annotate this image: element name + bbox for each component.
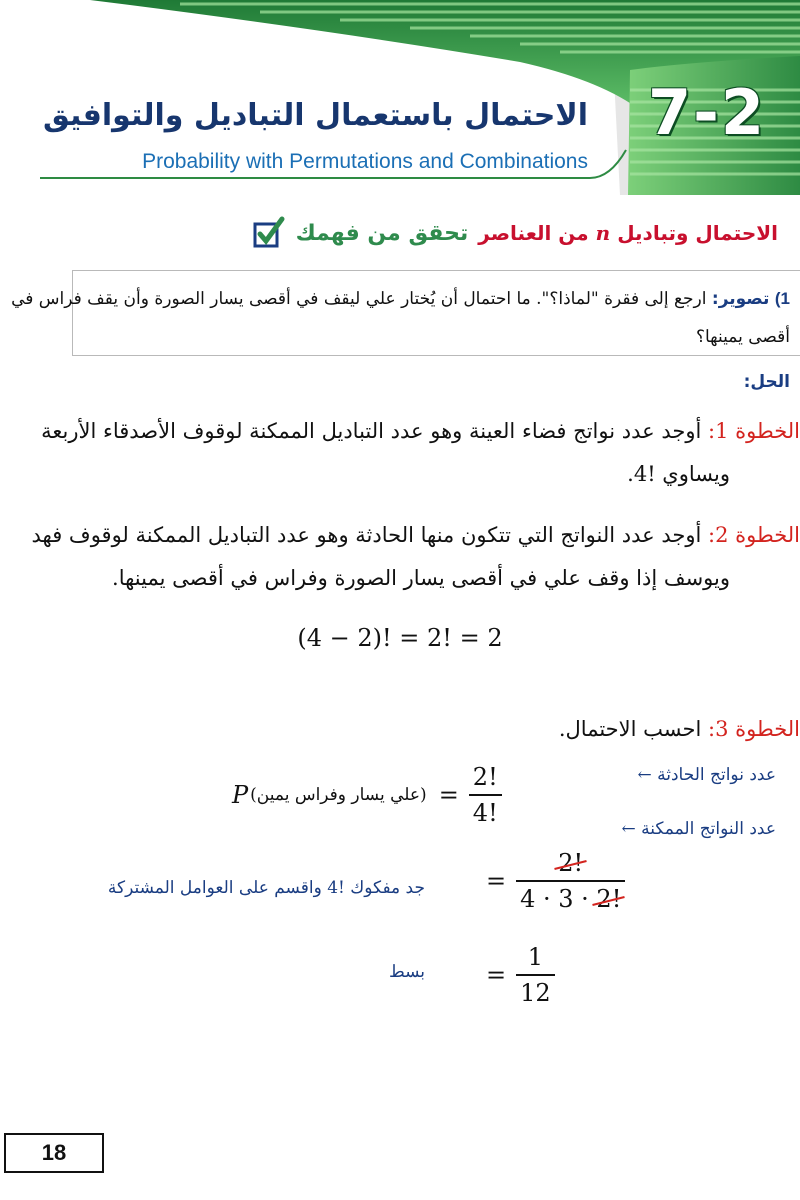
step-3-label: الخطوة 3:: [708, 717, 800, 741]
cancelled-numerator: 2!: [558, 849, 584, 877]
fraction-numerator: 1: [527, 943, 544, 971]
probability-equation: [232, 760, 502, 830]
fraction-numerator: [554, 846, 587, 880]
question-label: تصوير:: [711, 289, 770, 309]
expansion-equation: [476, 846, 625, 916]
lesson-banner: [0, 0, 800, 195]
step-2-label: الخطوة 2:: [708, 523, 800, 547]
step-3-text: احسب الاحتمال.: [558, 717, 702, 741]
lesson-title-english: Probability with Permutations and Combinations: [142, 150, 588, 173]
denominator-factors: 4 · 3 ·: [520, 885, 597, 913]
equals-sign: =: [438, 781, 459, 809]
question-text-block: [10, 280, 790, 356]
step-2-equation: (4 − 2)! = 2! = 2: [297, 624, 503, 652]
check-topic-variable: n: [595, 221, 611, 245]
solution-label: الحل:: [743, 372, 790, 392]
fraction-result: [516, 940, 555, 1010]
check-title: تحقق من فهمك: [295, 220, 469, 246]
step-2-continuation: ويوسف إذا وقف علي في أقصى يسار الصورة وفراس في أقصى يمينها.: [112, 566, 730, 590]
question-number: 1): [774, 289, 790, 308]
note-possible-outcomes: عدد النواتج الممكنة ←: [621, 819, 776, 839]
note-event-outcomes: عدد نواتج الحادثة ←: [637, 765, 776, 785]
step-1-continuation: ويساوي !4.: [627, 462, 730, 486]
page-number: 18: [4, 1133, 104, 1173]
fraction-cancelled: [516, 846, 625, 916]
lesson-title-arabic: الاحتمال باستعمال التباديل والتوافيق: [42, 98, 588, 133]
probability-symbol: P: [232, 781, 249, 809]
checkbox-check-icon: [252, 216, 286, 250]
note-simplify: بسط: [388, 962, 425, 982]
fraction-denominator: 12: [520, 979, 551, 1007]
fraction-denominator: [516, 882, 625, 916]
fraction-event-over-sample: [469, 760, 502, 830]
check-topic: [478, 221, 778, 245]
question-text: ارجع إلى فقرة "لماذا؟". ما احتمال أن يُختار علي ليقف في أقصى يسار الصورة وأن يقف فراس في أقصى يمينها؟: [11, 289, 790, 347]
lesson-number: 7-2: [647, 76, 766, 149]
equals-sign: =: [486, 961, 507, 989]
probability-event: (علي يسار وفراس يمين): [250, 785, 427, 805]
note-factor: جد مفكوك !4 واقسم على العوامل المشتركة: [107, 878, 425, 898]
step-3: [4, 708, 800, 751]
step-1: [4, 410, 800, 496]
check-topic-prefix: الاحتمال وتباديل: [617, 221, 778, 245]
fraction-denominator: 4!: [472, 799, 498, 827]
cancelled-denominator: 2!: [596, 885, 622, 913]
step-1-text: أوجد عدد نواتج فضاء العينة وهو عدد التباديل الممكنة لوقوف الأصدقاء الأربعة: [41, 419, 702, 443]
step-2: [4, 514, 800, 600]
step-1-label: الخطوة 1:: [708, 419, 800, 443]
check-your-progress-heading: [252, 212, 778, 254]
fraction-numerator: 2!: [472, 763, 498, 791]
check-topic-suffix: من العناصر: [478, 221, 589, 245]
equals-sign: =: [486, 867, 507, 895]
simplified-equation: [476, 940, 555, 1010]
step-2-text: أوجد عدد النواتج التي تتكون منها الحادثة وهو عدد التباديل الممكنة لوقوف فهد: [31, 523, 702, 547]
